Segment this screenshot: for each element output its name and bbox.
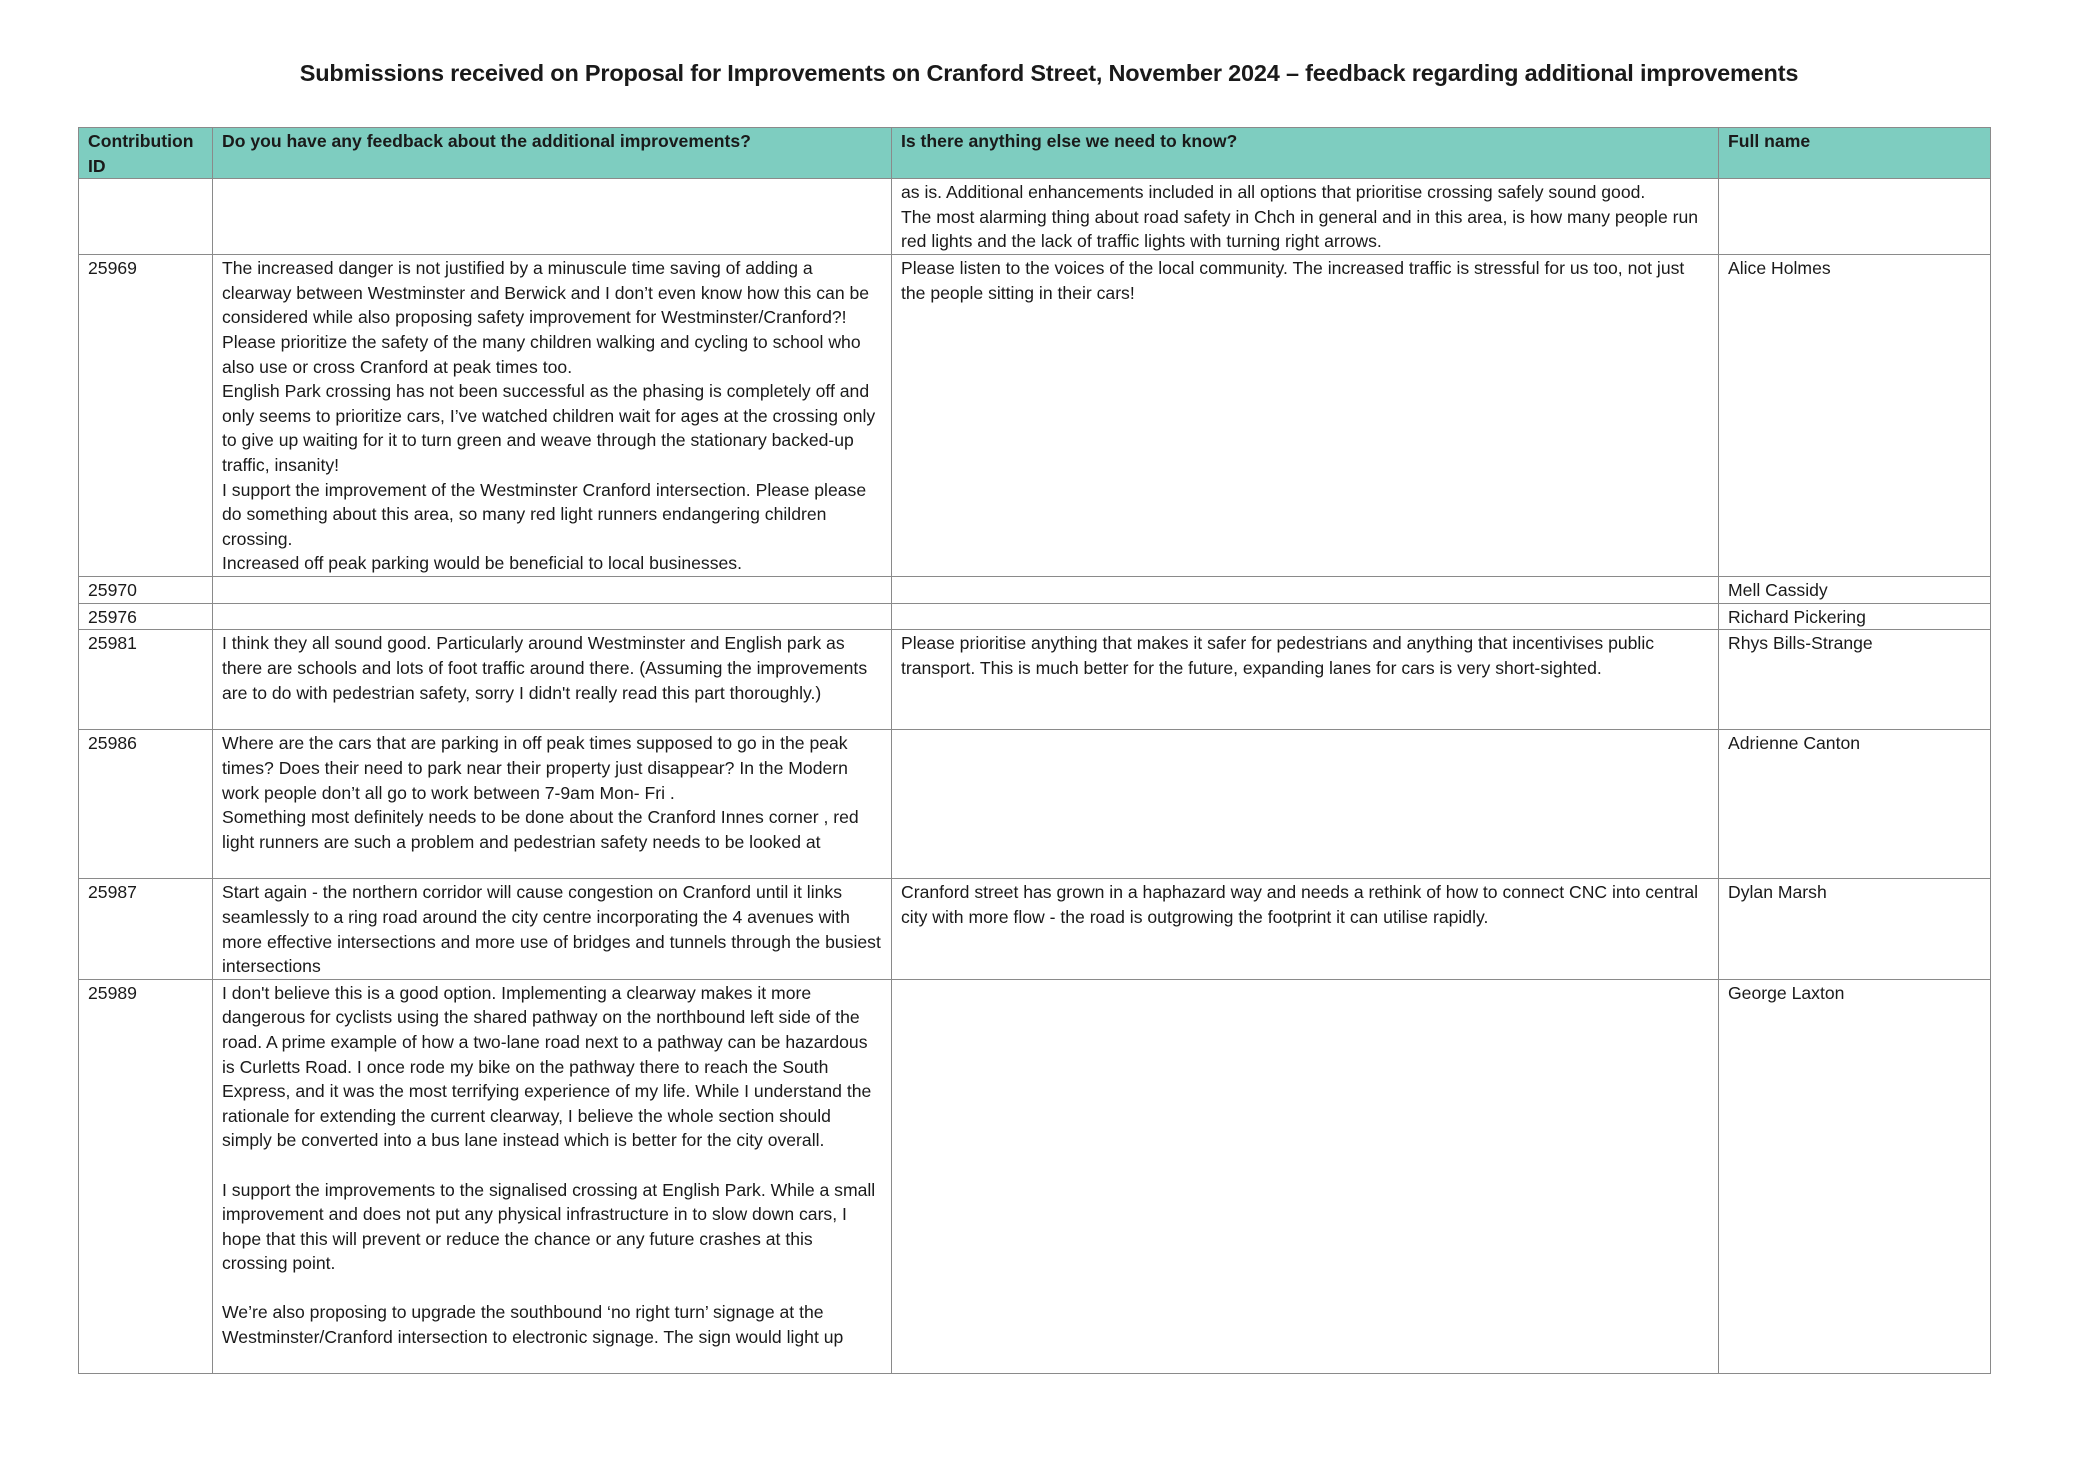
- cell-contribution-id: [79, 179, 213, 255]
- cell-feedback: [213, 577, 892, 604]
- table-row: [79, 879, 1991, 979]
- table-row: [79, 255, 1991, 577]
- cell-feedback: The increased danger is not justified by a minuscule time saving of adding a clearway between Westminster and Berwick and I don’t even know how this can be considered while also proposing safety improvement for Westminster/Cranford?! Please prioritize the safety of the many children walking and cycling to school who also use or cross Cranford at peak times too. English Park crossing has not been successful as the phasing is completely off and only seems to prioritize cars, I’ve watched children wait for ages at the crossing only to give up waiting for it to turn green and weave through the stationary backed-up traffic, insanity! I support the improvement of the Westminster Cranford intersection. Please please do something about this area, so many red light runners endangering children crossing. Increased off peak parking would be beneficial to local businesses.: [213, 255, 892, 577]
- table-row: [79, 577, 1991, 604]
- header-full-name: Full name: [1719, 128, 1991, 179]
- cell-anything-else: Please prioritise anything that makes it safer for pedestrians and anything that incentivises public transport. This is much better for the future, expanding lanes for cars is very short-sighted.: [892, 630, 1719, 730]
- header-feedback: Do you have any feedback about the additional improvements?: [213, 128, 892, 179]
- cell-full-name: Adrienne Canton: [1719, 730, 1991, 879]
- cell-full-name: George Laxton: [1719, 979, 1991, 1373]
- cell-full-name: Richard Pickering: [1719, 603, 1991, 630]
- cell-contribution-id: 25976: [79, 603, 213, 630]
- cell-full-name: Alice Holmes: [1719, 255, 1991, 577]
- cell-feedback: Start again - the northern corridor will cause congestion on Cranford until it links seamlessly to a ring road around the city centre incorporating the 4 avenues with more effective intersections and more use of bridges and tunnels through the busiest intersections: [213, 879, 892, 979]
- table-row: [79, 730, 1991, 879]
- table-row: [79, 603, 1991, 630]
- cell-full-name: Dylan Marsh: [1719, 879, 1991, 979]
- cell-contribution-id: 25989: [79, 979, 213, 1373]
- cell-full-name: Mell Cassidy: [1719, 577, 1991, 604]
- cell-anything-else: Please listen to the voices of the local community. The increased traffic is stressful for us too, not just the people sitting in their cars!: [892, 255, 1719, 577]
- cell-feedback: [213, 603, 892, 630]
- cell-anything-else: as is. Additional enhancements included in all options that prioritise crossing safely sound good. The most alarming thing about road safety in Chch in general and in this area, is how many people run red lights and the lack of traffic lights with turning right arrows.: [892, 179, 1719, 255]
- table-header-row: [79, 128, 1991, 179]
- cell-contribution-id: 25987: [79, 879, 213, 979]
- cell-anything-else: [892, 979, 1719, 1373]
- cell-anything-else: [892, 730, 1719, 879]
- cell-contribution-id: 25986: [79, 730, 213, 879]
- submissions-table: [78, 127, 1991, 1374]
- cell-full-name: [1719, 179, 1991, 255]
- header-contribution-id: Contribution ID: [79, 128, 213, 179]
- table-row: [79, 179, 1991, 255]
- cell-feedback: I don't believe this is a good option. Implementing a clearway makes it more dangerous for cyclists using the shared pathway on the northbound left side of the road. A prime example of how a two-lane road next to a pathway can be hazardous is Curletts Road. I once rode my bike on the pathway there to reach the South Express, and it was the most terrifying experience of my life. While I understand the rationale for extending the current clearway, I believe the whole section should simply be converted into a bus lane instead which is better for the city overall. I support the improvements to the signalised crossing at English Park. While a small improvement and does not put any physical infrastructure in to slow down cars, I hope that this will prevent or reduce the chance or any future crashes at this crossing point. We’re also proposing to upgrade the southbound ‘no right turn’ signage at the Westminster/Cranford intersection to electronic signage. The sign would light up: [213, 979, 892, 1373]
- cell-feedback: Where are the cars that are parking in off peak times supposed to go in the peak times? Does their need to park near their property just disappear? In the Modern work people don’t all go to work between 7-9am Mon- Fri . Something most definitely needs to be done about the Cranford Innes corner , red light runners are such a problem and pedestrian safety needs to be looked at: [213, 730, 892, 879]
- cell-full-name: Rhys Bills-Strange: [1719, 630, 1991, 730]
- cell-feedback: I think they all sound good. Particularly around Westminster and English park as there are schools and lots of foot traffic around there. (Assuming the improvements are to do with pedestrian safety, sorry I didn't really read this part thoroughly.): [213, 630, 892, 730]
- cell-feedback: [213, 179, 892, 255]
- cell-contribution-id: 25969: [79, 255, 213, 577]
- cell-contribution-id: 25970: [79, 577, 213, 604]
- cell-contribution-id: 25981: [79, 630, 213, 730]
- page-title: Submissions received on Proposal for Improvements on Cranford Street, November 2024 – feedback regarding additional improvements: [299, 60, 1799, 86]
- cell-anything-else: Cranford street has grown in a haphazard way and needs a rethink of how to connect CNC into central city with more flow - the road is outgrowing the footprint it can utilise rapidly.: [892, 879, 1719, 979]
- cell-anything-else: [892, 577, 1719, 604]
- cell-anything-else: [892, 603, 1719, 630]
- table-row: [79, 630, 1991, 730]
- header-anything-else: Is there anything else we need to know?: [892, 128, 1719, 179]
- table-row: [79, 979, 1991, 1373]
